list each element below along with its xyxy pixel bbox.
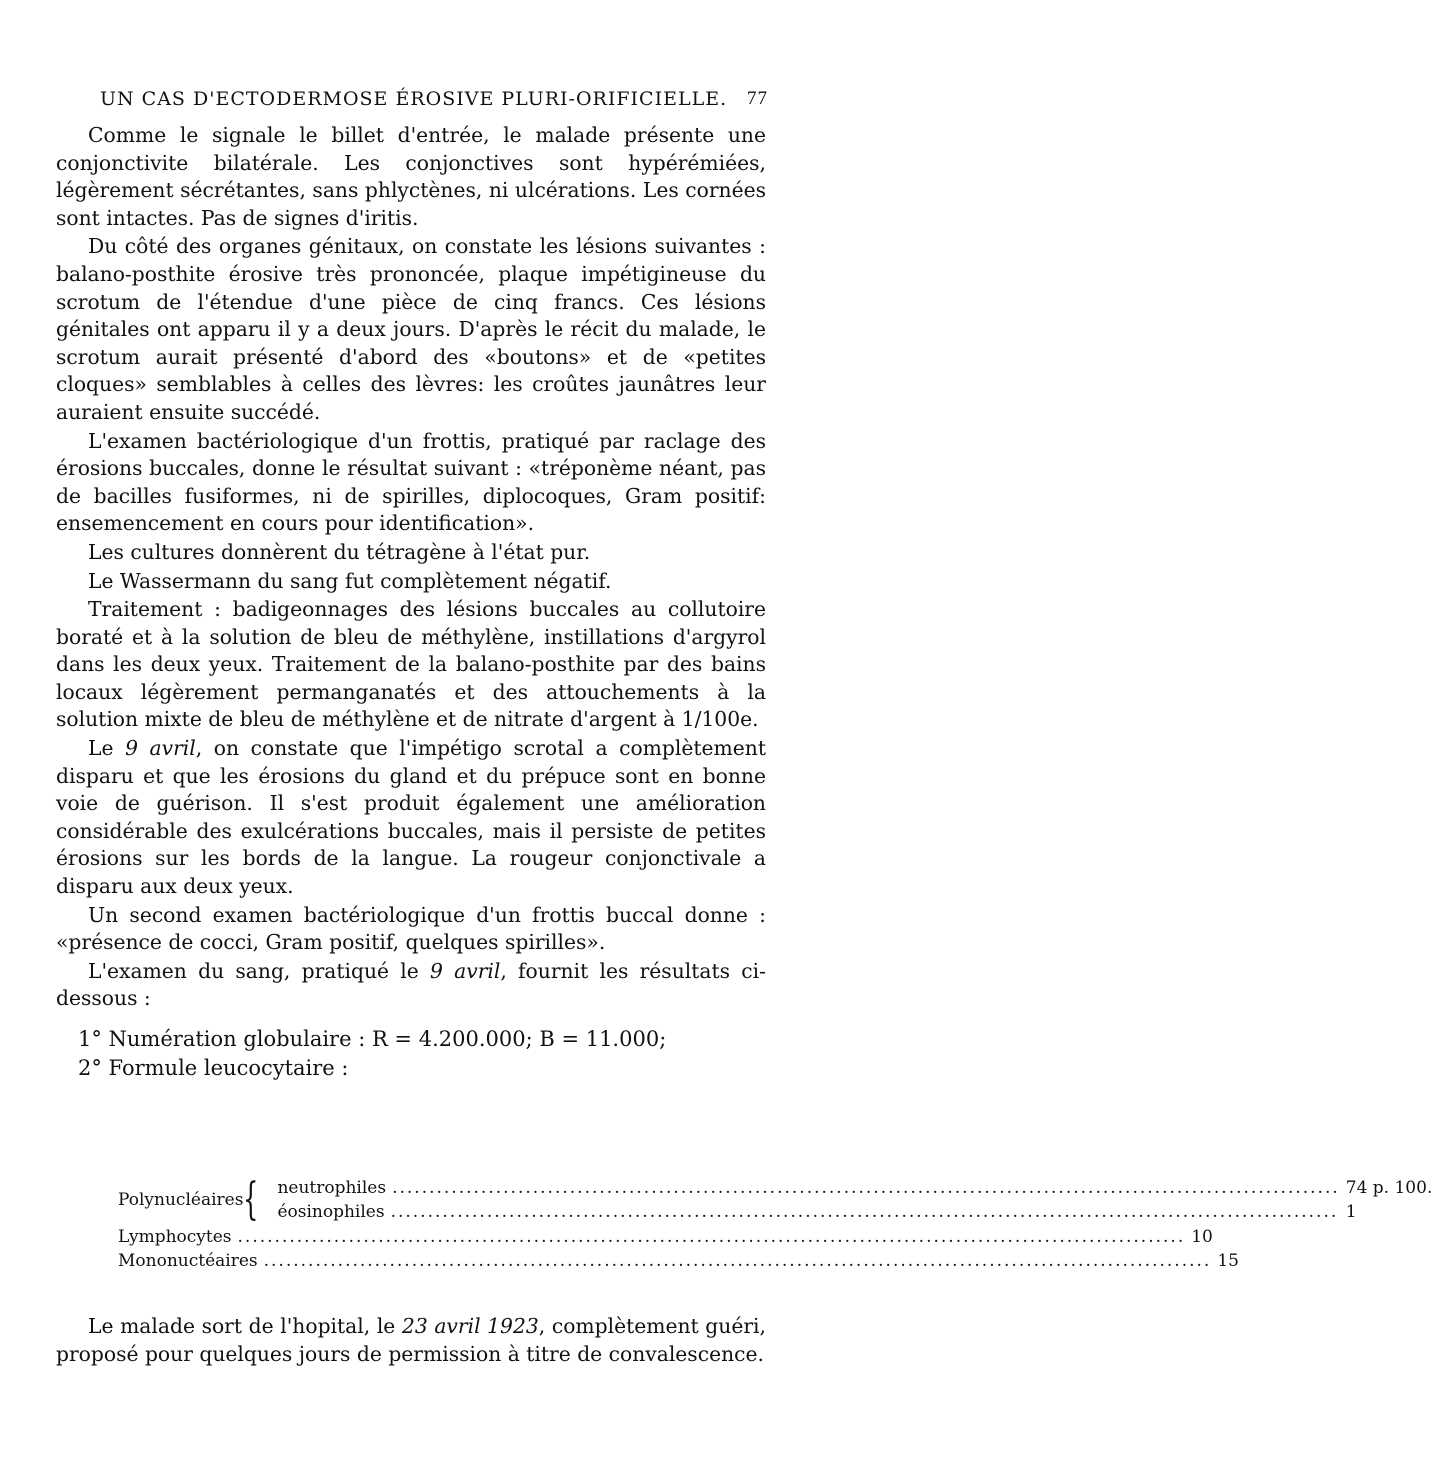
formula-row-neutrophiles: neutrophiles ..... 74 p. 100.: [277, 1176, 1437, 1200]
paragraph-cultures: Les cultures donnèrent du tétragène à l'état pur.: [88, 539, 591, 564]
paragraph-april-progress: Le 9 avril, on constate que l'impétigo scrotal a complètement disparu et que les érosions du gland et du prépuce sont en bonne voie de guérison. Il s'est produit également une amélioration considérable des exulcérations buccales, mais il persiste de petites érosions sur les bords de la langue. La rougeur conjonctivale a disparu aux deux yeux.: [56, 736, 766, 899]
formula-row-eosinophiles: éosinophiles ..... 1: [277, 1200, 1437, 1224]
date-april: 9 avril: [125, 736, 196, 761]
formula-row-mononuclear: Mononuctéaires ..... 15: [118, 1249, 758, 1273]
paragraph-treatment: Traitement : badigeonnages des lésions buccales au collutoire boraté et à la solution de bleu de méthylène, instillations d'argyrol dans les deux yeux. Traitement de la balano-posthite par des bains locaux légèrement permanganatés et des attouchements à la solution mixte de bleu de méthylène et de nitrate d'argent à 1/100e.: [56, 597, 766, 732]
dot-leader: [264, 1249, 1212, 1273]
date-april-blood: 9 avril: [430, 958, 501, 983]
dot-leader: [238, 1225, 1186, 1249]
body-text: [56, 122, 766, 1083]
paragraph-bacteriology: L'examen bactériologique d'un frottis, pratiqué par raclage des érosions buccales, donne le résultat suivant : «tréponème néant, pas de bacilles fusiformes, ni de spirilles, diplocoques, Gram positif: ensemencement en cours pour identification».: [56, 428, 766, 536]
leukocyte-formula-heading: 2° Formule leucocytaire :: [78, 1056, 349, 1080]
paragraph-second-exam: Un second examen bactériologique d'un frottis buccal donne : «présence de cocci, Gram positif, quelques spirilles».: [56, 902, 766, 955]
dot-leader: [392, 1176, 1340, 1200]
polynuclear-group: [118, 1174, 1433, 1225]
page-number: 77: [747, 88, 768, 109]
closing-section: [56, 1313, 766, 1368]
date-discharge: 23 avril 1923: [401, 1314, 539, 1338]
dot-leader: [391, 1200, 1340, 1224]
paragraph-conjunctivitis: Comme le signale le billet d'entrée, le malade présente une conjonctivite bilatérale. Les conjonctives sont hypérémiées, légèrement sécrétantes, sans phlyctènes, ni ulcérations. Les cornées sont intactes. Pas de signes d'iritis.: [56, 123, 766, 230]
paragraph-blood-exam: L'examen du sang, pratiqué le 9 avril, fournit les résultats ci-dessous :: [56, 958, 766, 1011]
blood-counts: [78, 1025, 766, 1083]
paragraph-genital-lesions: Du côté des organes génitaux, on constate les lésions suivantes : balano-posthite érosive très prononcée, plaque impétigineuse du scrotum de l'étendue d'une pièce de cinq francs. Ces lésions génitales ont apparu il y a deux jours. D'après le récit du malade, le scrotum aurait présenté d'abord des «boutons» et de «petites cloques» semblables à celles des lèvres: les croûtes jaunâtres leur auraient ensuite succédé.: [56, 234, 766, 424]
running-header: [100, 88, 768, 110]
brace-symbol: {: [243, 1174, 259, 1225]
paragraph-discharge: Le malade sort de l'hopital, le 23 avril 1923, complètement guéri, proposé pour quelques jours de permission à titre de convalescence.: [56, 1314, 766, 1366]
globular-count: 1° Numération globulaire : R = 4.200.000; B = 11.000;: [78, 1027, 667, 1051]
formula-row-lymphocytes: Lymphocytes ..... 10: [118, 1225, 758, 1249]
leukocyte-formula-table: [118, 1174, 1433, 1273]
paragraph-wassermann: Le Wassermann du sang fut complètement négatif.: [88, 568, 612, 593]
polynuclear-label: Polynucléaires: [118, 1190, 244, 1210]
running-title: UN CAS D'ECTODERMOSE ÉROSIVE PLURI-ORIFICIELLE.: [100, 88, 728, 110]
